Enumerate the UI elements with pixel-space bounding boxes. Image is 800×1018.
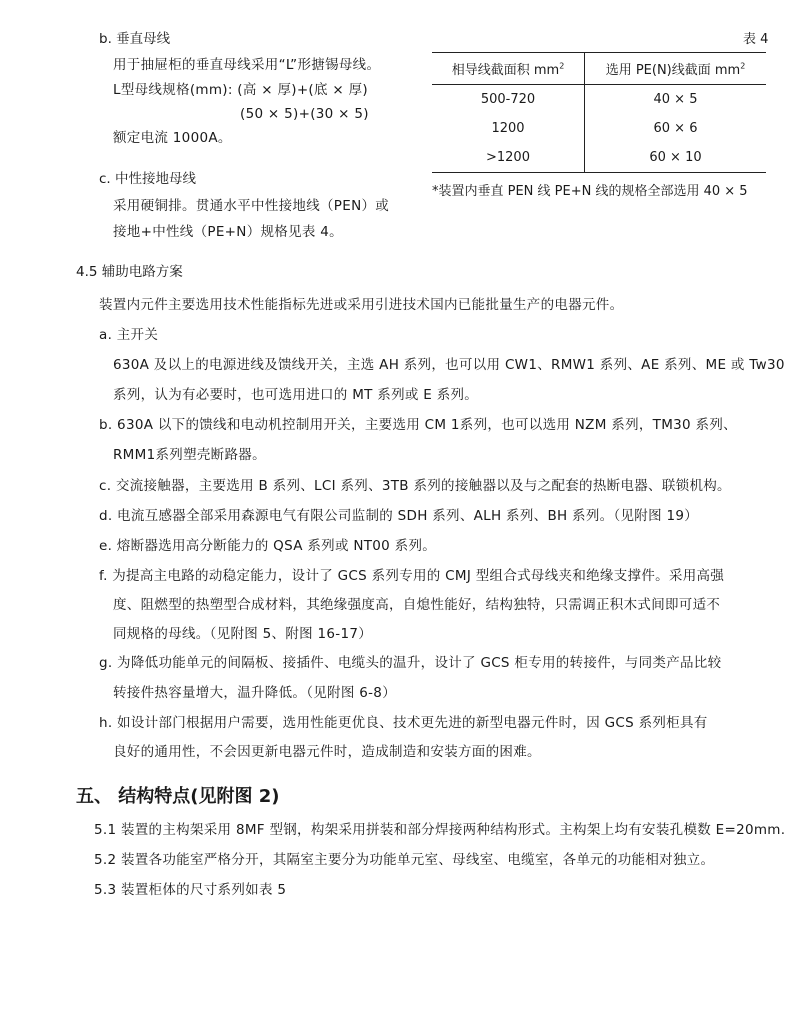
item-a-text-1: 630A 及以上的电源进线及馈线开关，主选 AH 系列，也可以用 CW1、RMW1 系列、AE 系列、ME 或 Tw30 xyxy=(113,357,785,373)
table-header-phase-section: 相导线截面积 $mm^2$ xyxy=(432,53,585,85)
vertical-busbar-spec: L型母线规格(mm): (高 × 厚)+(底 × 厚) xyxy=(113,82,368,98)
chapter-heading-5: 五、 结构特点(见附图 2) xyxy=(76,786,280,807)
item-h-text-1: h. 如设计部门根据用户需要，选用性能更优良、技术更先进的新型电器元件时，因 GCS 系列柜具有 xyxy=(99,715,708,731)
table-cell: 40 × 5 xyxy=(653,92,698,107)
item-f-text-2: 度、阻燃型的热塑型合成材料，其绝缘强度高，自熄性能好，结构独特，只需调正积木式间即可适不 xyxy=(113,597,721,613)
paragraph-5-3: 5.3 装置柜体的尺寸系列如表 5 xyxy=(94,882,287,898)
table-row xyxy=(432,143,766,173)
item-e-text: e. 熔断器选用高分断能力的 QSA 系列或 NT00 系列。 xyxy=(99,538,437,554)
paragraph-5-1: 5.1 装置的主构架采用 8MF 型钢，构架采用拼装和部分焊接两种结构形式。主构架上均有安装孔模数 E=20mm. xyxy=(94,822,786,838)
item-d-text: d. 电流互感器全部采用森源电气有限公司监制的 SDH 系列、ALH 系列、BH 系列。（见附图 19） xyxy=(99,508,699,524)
item-g-text-1: g. 为降低功能单元的间隔板、接插件、电缆头的温升，设计了 GCS 柜专用的转接件，与同类产品比较 xyxy=(99,655,722,671)
vertical-busbar-current: 额定电流 1000A。 xyxy=(113,130,232,146)
unit-superscript: 2 xyxy=(559,61,565,71)
item-c-text: c. 交流接触器，主要选用 B 系列、LCI 系列、3TB 系列的接触器以及与之配套的热断电器、联锁机构。 xyxy=(99,478,731,494)
section-heading-4-5: 4.5 辅助电路方案 xyxy=(76,264,183,280)
table-cell: 60 × 10 xyxy=(585,143,767,173)
table-cell: 1200 xyxy=(432,114,585,143)
table-header-pe-section: 选用 PE(N)线截面 $mm^2$ xyxy=(585,53,767,85)
heading-vertical-busbar: b. 垂直母线 xyxy=(99,31,171,47)
item-a-text-2: 系列，认为有必要时，也可选用进口的 MT 系列或 E 系列。 xyxy=(113,387,479,403)
item-f-text-3: 同规格的母线。（见附图 5、附图 16-17） xyxy=(113,626,373,642)
table-row xyxy=(432,114,766,143)
section-4-5-intro: 装置内元件主要选用技术性能指标先进或采用引进技术国内已能批量生产的电器元件。 xyxy=(99,297,624,313)
table-4 xyxy=(432,52,766,173)
paragraph-5-2: 5.2 装置各功能室严格分开，其隔室主要分为功能单元室、母线室、电缆室，各单元的功能相对独立。 xyxy=(94,852,715,868)
vertical-busbar-text-1: 用于抽屉柜的垂直母线采用“L”形搪锡母线。 xyxy=(113,57,381,73)
heading-neutral-busbar: c. 中性接地母线 xyxy=(99,171,197,187)
item-b-text-2: RMM1系列塑壳断路器。 xyxy=(113,447,266,463)
neutral-busbar-text-1: 采用硬铜排。贯通水平中性接地线（PEN）或 xyxy=(113,198,390,214)
item-a-heading: a. 主开关 xyxy=(99,327,159,343)
neutral-busbar-text-2: 接地+中性线（PE+N）规格见表 4。 xyxy=(113,224,343,240)
item-b-text-1: b. 630A 以下的馈线和电动机控制用开关，主要选用 CM 1系列，也可以选用 NZM 系列，TM30 系列、 xyxy=(99,417,737,433)
item-h-text-2: 良好的通用性，不会因更新电器元件时，造成制造和安装方面的困难。 xyxy=(113,744,541,760)
table-cell: >1200 xyxy=(432,143,585,173)
table-header-row xyxy=(432,53,766,85)
table-caption: 表 4 xyxy=(743,32,769,47)
table-cell: 60 × 6 xyxy=(653,121,698,136)
table-row xyxy=(432,85,766,115)
table-footnote: *装置内垂直 PEN 线 PE+N 线的规格全部选用 40 × 5 xyxy=(432,184,748,199)
table-cell: 500-720 xyxy=(432,85,585,115)
vertical-busbar-dimensions: (50 × 5)+(30 × 5) xyxy=(240,106,369,122)
unit-superscript: 2 xyxy=(740,61,746,71)
item-f-text-1: f. 为提高主电路的动稳定能力，设计了 GCS 系列专用的 CMJ 型组合式母线夹和绝缘支撑件。采用高强 xyxy=(99,568,725,584)
item-g-text-2: 转接件热容量增大，温升降低。（见附图 6-8） xyxy=(113,685,396,701)
